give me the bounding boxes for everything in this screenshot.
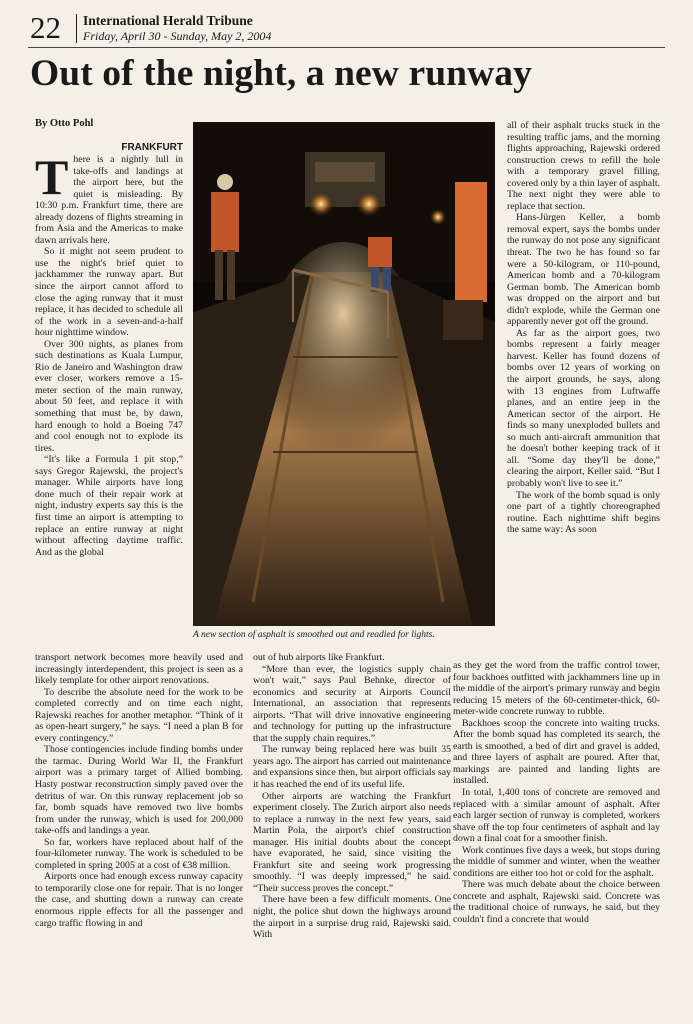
- paragraph: as they get the word from the traffic control tower, four backhoes outfitted with jackhammers line up in the middle of the airport's primary runway and begin reducing 15 meters of the 60-centimeter-thick, 60-meter-wide concrete runway to rubble.: [453, 660, 660, 718]
- article-column-1-continued: [35, 652, 243, 1024]
- paragraph: Those contingencies include finding bombs under the tarmac. During World War II, the Frankfurt airport was a primary target of Allied bombing. Hasty postwar reconstruction simply paved over the detritus of war. On this runway replacement job so far, bomb squads have removed two live bombs from under the runway, which is used for 200,000 take-offs and landings a year.: [35, 744, 243, 837]
- paragraph: transport network becomes more heavily used and increasingly interdependent, this project is seen as a likely template for other airport renovations.: [35, 652, 243, 687]
- byline: By Otto Pohl: [35, 118, 94, 129]
- paragraph: There have been a few difficult moments. One night, the police shut down the highways around the airport in a surprise drug raid, Rajewski said. With: [253, 894, 451, 941]
- paragraph: Work continues five days a week, but stops during the middle of summer and winter, when the weather conditions are either too hot or cold for the asphalt.: [453, 844, 660, 879]
- paragraph: In total, 1,400 tons of concrete are removed and replaced with a similar amount of asphalt. After each larger section of runway is completed, workers shave off the top four centimeters of asphalt and lay down a final coat for a smoother finish.: [453, 787, 660, 845]
- paragraph: So far, workers have replaced about half of the four-kilometer runway. The work is scheduled to be completed in spring 2005 at a cost of €38 million.: [35, 836, 243, 871]
- paragraph: So it might not seem prudent to use the night's brief quiet to jackhammer the runway apart. But since the airport cannot afford to close the aging runway that it must replace, it has decided to schedule all of the work in a seven-and-a-half hour nighttime window.: [35, 246, 183, 339]
- publication-name: International Herald Tribune: [83, 13, 253, 28]
- article-column-1: [35, 142, 183, 652]
- paragraph: Backhoes scoop the concrete into waiting trucks. After the bomb squad has completed its search, the earth is smoothed, a bed of dirt and gravel is added, and three layers of asphalt are poured. After that, markings are painted and landing lights are installed.: [453, 717, 660, 787]
- paragraph: all of their asphalt trucks stuck in the resulting traffic jams, and the morning flights approaching, Rajewski ordered construction crews to refill the hole with a temporary gravel filling, covered only by a thin layer of asphalt. The next night they were able to replace that section.: [507, 120, 660, 212]
- issue-date: Friday, April 30 - Sunday, May 2, 2004: [83, 29, 272, 43]
- photo-illustration: [193, 122, 495, 626]
- headline: Out of the night, a new runway: [30, 53, 532, 94]
- paragraph: There was much debate about the choice between concrete and asphalt, Rajewski said. Concrete was the traditional choice of runways, he said, but they couldn't find a concrete that would: [453, 879, 660, 926]
- lead-paragraph-text: here is a nightly lull in take-offs and landings at the airport here, but the quiet is misleading. By 10:30 p.m. Frankfurt time, there are already dozens of flights streaming in from Asia and the Americas to make dawn arrivals here.: [35, 154, 183, 246]
- paragraph: “More than ever, the logistics supply chain won't wait,” says Paul Behnke, director of economics and security at Airports Council International, an association that represents airports. “That will drive innovative engineering and technology for putting up the infrastructure that the supply chain requires.”: [253, 663, 451, 744]
- runway-night-photo: [193, 122, 495, 626]
- header-rule: [28, 47, 665, 48]
- lead-paragraph: [35, 149, 183, 246]
- paragraph: Other airports are watching the Frankfurt experiment closely. The Zurich airport also needs to replace a runway in the next few years, said Martin Pola, the airport's chief construction manager. His initial doubts about the concept have evaporated, he said, since visiting the Frankfurt site and seeing work progressing smoothly. “I was deeply impressed,” he said. “Their success proves the concept.”: [253, 790, 451, 894]
- paragraph: “It's like a Formula 1 pit stop,” says Gregor Rajewski, the project's manager. While airports have long done much of their repair work at night, industry experts say this is the first time an airport is attempting to replace an entire runway at night without affecting daytime traffic. And as the global: [35, 454, 183, 558]
- page-header: [30, 10, 665, 46]
- article-column-2: [253, 652, 451, 1024]
- photo-caption: A new section of asphalt is smoothed out and readied for lights.: [193, 630, 435, 640]
- header-divider: [76, 14, 77, 43]
- paragraph: As far as the airport goes, two bombs represent a fairly meager harvest. Keller has found dozens of bombs over 12 years of working on the airport grounds, he says, along with 13 engines from Luftwaffe planes, and an entire jeep in the American sector of the airport. He finds so many unexploded bullets and so much anti-aircraft ammunition that he doesn't bother keeping track of it all. “Some day they'll be done,” clearing the airport, Keller said. “But I probably won't live to see it.”: [507, 327, 660, 489]
- dateline: FRANKFURT: [121, 142, 183, 153]
- paragraph: out of hub airports like Frankfurt.: [253, 652, 385, 663]
- article-column-3-continued: [453, 660, 660, 1024]
- paragraph: To describe the absolute need for the work to be completed correctly and on time each night, Rajewski reaches for another metaphor. “Think of it as open-heart surgery,” he says. “I need a plan B for every contingency.”: [35, 686, 243, 744]
- article-column-3: [507, 120, 660, 660]
- page-number: 22: [30, 10, 61, 45]
- paragraph: Hans-Jürgen Keller, a bomb removal expert, says the bombs under the runway do not pose any significant threat. The two he has found so far were a 50-kilogram, or 110-pound, American bomb and a 70-kilogram German bomb. The American bomb was dropped on the airport and but didn't explode, while the German one apparently never got off the ground.: [507, 212, 660, 328]
- paragraph: The runway being replaced here was built 35 years ago. The airport has carried out maintenance and expansions since then, but airport officials say it has reached the end of its useful life.: [253, 744, 451, 791]
- drop-cap: T: [35, 149, 69, 205]
- paragraph: Airports once had enough excess runway capacity to temporarily close one for repair. That is no longer the case, and shutting down a runway can create enormous ripple effects for all the passenger and cargo traffic flowing in and: [35, 871, 243, 929]
- paragraph: Over 300 nights, as planes from such destinations as Kuala Lumpur, Rio de Janeiro and Washington draw ever closer, workers remove a 15-meter section of the main runway, about 50 feet, and replace it with something that must be, by dawn, hard enough to hold a Boeing 747 and cool enough not to explode its tires.: [35, 338, 183, 454]
- paragraph: The work of the bomb squad is only one part of a tightly choreographed routine. Each nighttime shift begins the same way: As soon: [507, 489, 660, 536]
